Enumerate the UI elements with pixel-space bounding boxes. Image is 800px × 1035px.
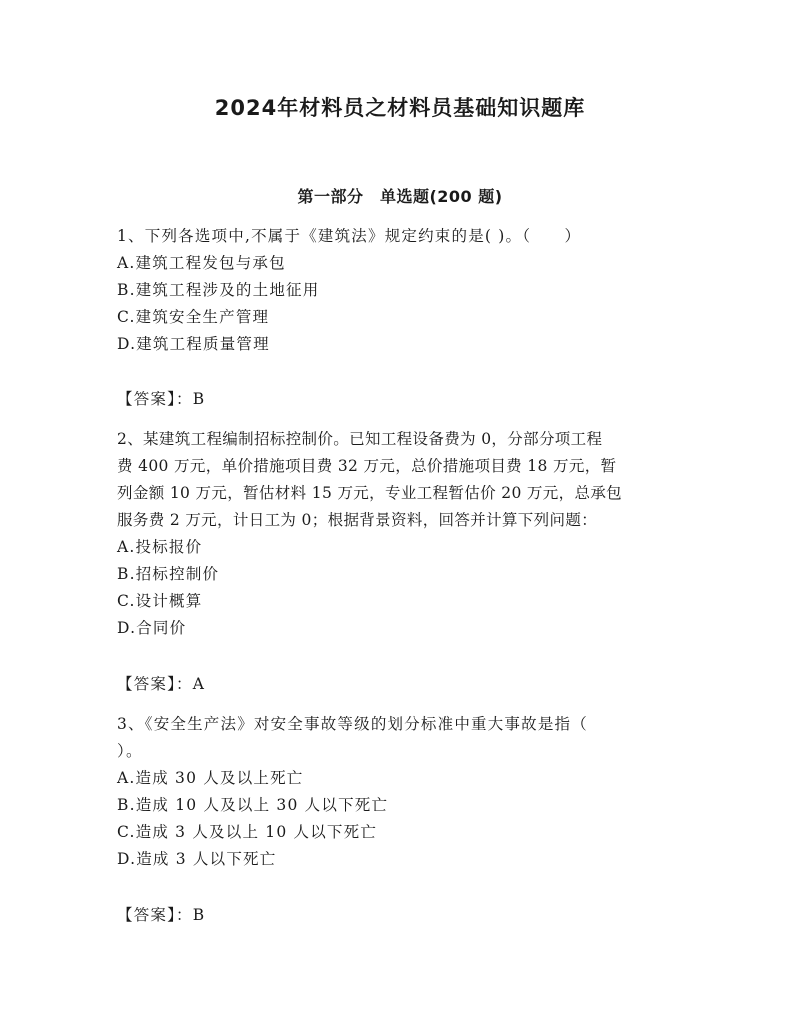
question-stem-line: 服务费 2 万元，计日工为 0；根据背景资料，回答并计算下列问题： [117, 511, 598, 529]
option-a: A.投标报价 [117, 538, 203, 556]
answer-label: 【答案】： [117, 390, 193, 408]
answer-line [117, 674, 697, 694]
question-stem: 1、下列各选项中,不属于《建筑法》规定约束的是( )。（ ） [117, 227, 582, 245]
option-b: B.造成 10 人及以上 30 人以下死亡 [117, 796, 389, 814]
answer-line [117, 389, 697, 409]
answer-value: A [192, 675, 206, 693]
option-d: D.建筑工程质量管理 [117, 335, 270, 353]
option-b: B.招标控制价 [117, 565, 220, 583]
answer-value: B [192, 906, 206, 924]
section-heading: 第一部分 单选题(200 题) [297, 187, 503, 206]
option-c: C.建筑安全生产管理 [117, 308, 270, 326]
answer-line [117, 905, 697, 925]
question-stem-line: ）。 [117, 742, 143, 760]
answer-label: 【答案】： [117, 675, 193, 693]
option-d: D.合同价 [117, 619, 187, 637]
option-a: A.造成 30 人及以上死亡 [117, 769, 304, 787]
answer-label: 【答案】： [117, 906, 193, 924]
option-d: D.造成 3 人以下死亡 [117, 850, 277, 868]
question-stem-line: 3、《安全生产法》对安全事故等级的划分标准中重大事故是指（ [117, 715, 588, 733]
option-b: B.建筑工程涉及的土地征用 [117, 281, 320, 299]
answer-value: B [192, 390, 206, 408]
option-c: C.造成 3 人及以上 10 人以下死亡 [117, 823, 378, 841]
question-stem-line: 费 400 万元，单价措施项目费 32 万元，总价措施项目费 18 万元，暂 [117, 457, 617, 475]
question-stem-line: 2、某建筑工程编制招标控制价。已知工程设备费为 0，分部分项工程 [117, 430, 603, 448]
option-a: A.建筑工程发包与承包 [117, 254, 286, 272]
option-c: C.设计概算 [117, 592, 203, 610]
document-title: 2024年材料员之材料员基础知识题库 [214, 96, 586, 120]
question-stem-line: 列金额 10 万元，暂估材料 15 万元，专业工程暂估价 20 万元，总承包 [117, 484, 623, 502]
